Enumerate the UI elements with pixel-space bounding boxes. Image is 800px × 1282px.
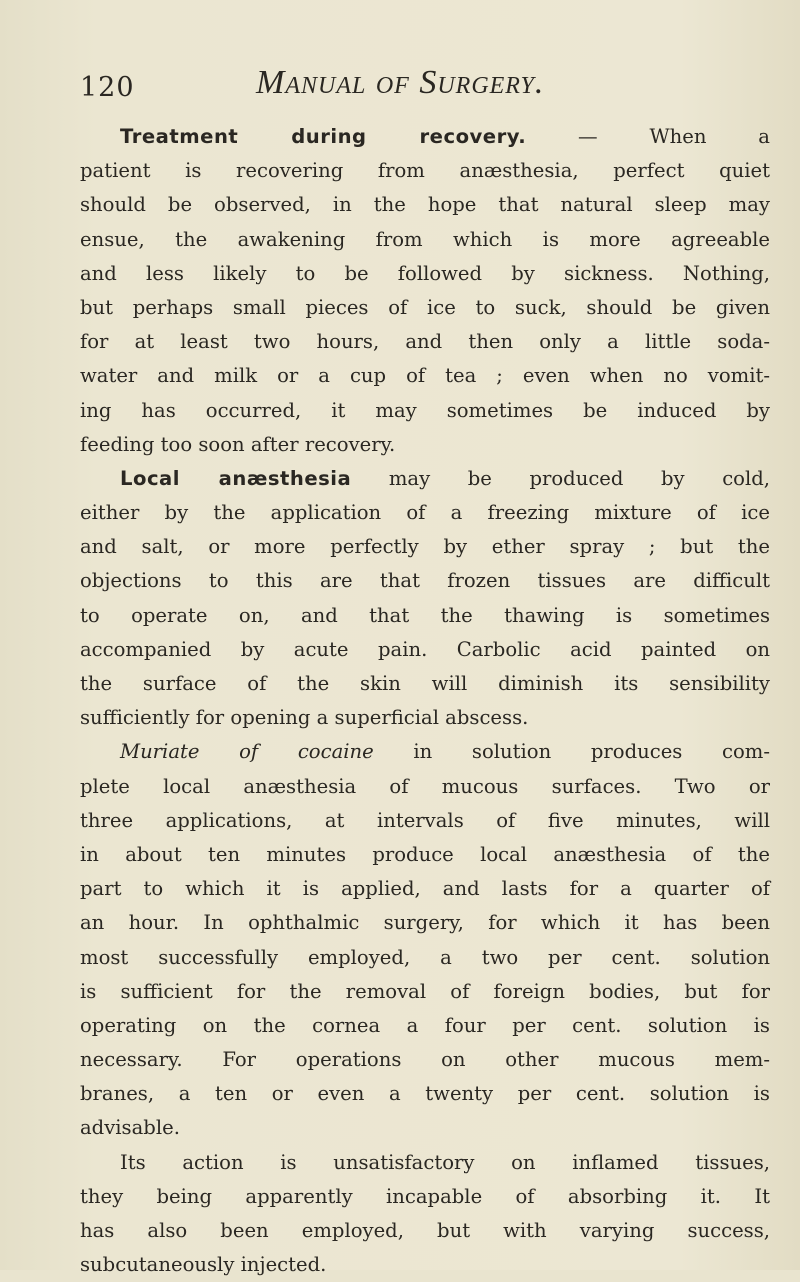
- text-line: advisable.: [80, 1116, 180, 1140]
- text-line: the surface of the skin will diminish its sensibility: [80, 672, 770, 695]
- term-muriate-of-cocaine: Muriate of cocaine: [120, 740, 374, 764]
- text-line: they being apparently incapable of absorbing it. It: [80, 1184, 770, 1208]
- text-line: necessary. For operations on other mucous mem-: [80, 1048, 770, 1072]
- text-line: three applications, at intervals of five minutes, will: [80, 808, 770, 832]
- text-line: and less likely to be followed by sickness. Nothing,: [80, 261, 770, 285]
- running-title: Manual of Surgery.: [256, 64, 545, 101]
- text-line: feeding too soon after recovery.: [80, 432, 396, 456]
- text-line: Its action is unsatisfactory on inflamed tissues,: [120, 1150, 770, 1174]
- text-line: has also been employed, but with varying success,: [80, 1219, 770, 1242]
- text-line: operating on the cornea a four per cent. solution is: [80, 1013, 770, 1037]
- text-line: objections to this are that frozen tissues are difficult: [80, 569, 770, 593]
- text-line: ing has occurred, it may sometimes be induced by: [80, 398, 770, 422]
- text-line: subcutaneously injected.: [80, 1253, 327, 1277]
- paragraph-local-anaesthesia-line-1: Local anæsthesia may be produced by cold,: [120, 466, 771, 490]
- text-line: should be observed, in the hope that natural sleep may: [80, 193, 770, 217]
- text-line: but perhaps small pieces of ice to suck, should be given: [80, 295, 770, 319]
- text-line: water and milk or a cup of tea ; even when no vomit-: [80, 364, 770, 388]
- page-header: [80, 62, 780, 102]
- text-line: ensue, the awakening from which is more agreeable: [80, 227, 770, 251]
- paragraph-treatment-line-1: Treatment during recovery. — When a: [120, 125, 770, 148]
- text-line: for at least two hours, and then only a little soda-: [80, 330, 770, 354]
- paragraph-cocaine-line-1: Muriate of cocaine in solution produces com-: [120, 740, 770, 764]
- text-line: an hour. In ophthalmic surgery, for which it has been: [80, 911, 770, 935]
- text-line: accompanied by acute pain. Carbolic acid painted on: [80, 637, 770, 661]
- text-line: patient is recovering from anæsthesia, perfect quiet: [80, 159, 770, 183]
- page-body: [80, 120, 770, 1282]
- text-line: to operate on, and that the thawing is sometimes: [80, 603, 770, 627]
- page-number: 120: [80, 72, 135, 103]
- text-line: part to which it is applied, and lasts for a quarter of: [80, 877, 770, 901]
- text-line: either by the application of a freezing mixture of ice: [80, 501, 770, 525]
- section-heading-local-anaesthesia: Local anæsthesia: [120, 466, 352, 490]
- text-line: in about ten minutes produce local anæsthesia of the: [80, 842, 770, 866]
- text-line: plete local anæsthesia of mucous surfaces. Two or: [80, 774, 770, 798]
- text-line: branes, a ten or even a twenty per cent. solution is: [80, 1082, 770, 1106]
- text-line: most successfully employed, a two per cent. solution: [80, 945, 770, 969]
- text-line: sufficiently for opening a superficial abscess.: [80, 706, 529, 730]
- text-line: and salt, or more perfectly by ether spray ; but the: [80, 535, 770, 559]
- section-heading-treatment: Treatment during recovery.: [120, 125, 527, 148]
- text-line: is sufficient for the removal of foreign bodies, but for: [80, 979, 770, 1003]
